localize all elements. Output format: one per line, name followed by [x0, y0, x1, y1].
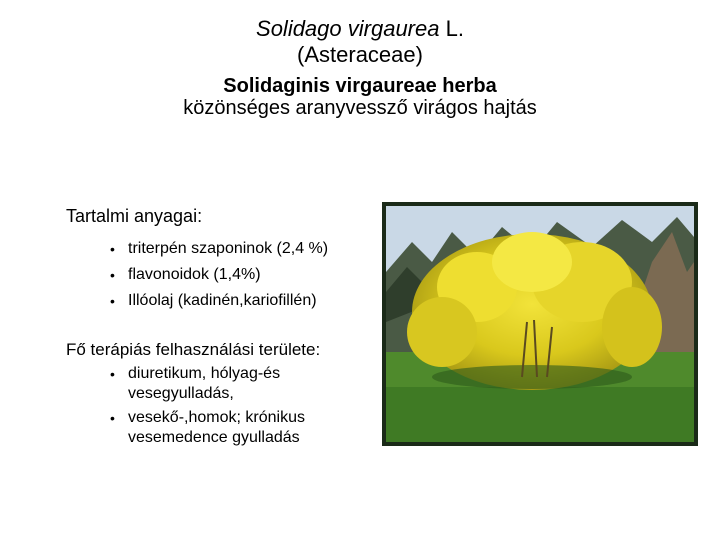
family-name: (Asteraceae) [297, 42, 423, 67]
plant-photo [382, 202, 698, 446]
shrub-image [382, 202, 698, 446]
species-name: Solidago virgaurea [256, 16, 440, 41]
list-item: • diuretikum, hólyag-és vesegyulladás, [108, 364, 338, 404]
list-item: • triterpén szaponinok (2,4 %) [108, 236, 378, 262]
common-name: közönséges aranyvessző virágos hajtás [183, 97, 537, 119]
drug-name: Solidaginis virgaureae herba [223, 75, 497, 97]
title-line-1 [0, 16, 720, 42]
species-author: L. [445, 16, 464, 41]
list-item: • Illóolaj (kadinén,kariofillén) [108, 288, 378, 314]
contents-heading: Tartalmi anyagai: [66, 206, 203, 226]
list-item: • flavonoidok (1,4%) [108, 262, 378, 288]
therapy-list [108, 364, 338, 448]
contents-list [108, 236, 378, 314]
therapy-heading: Fő terápiás felhasználási területe: [66, 340, 321, 359]
list-item: • vesekő-,homok; krónikus vesemedence gyulladás [108, 408, 338, 448]
